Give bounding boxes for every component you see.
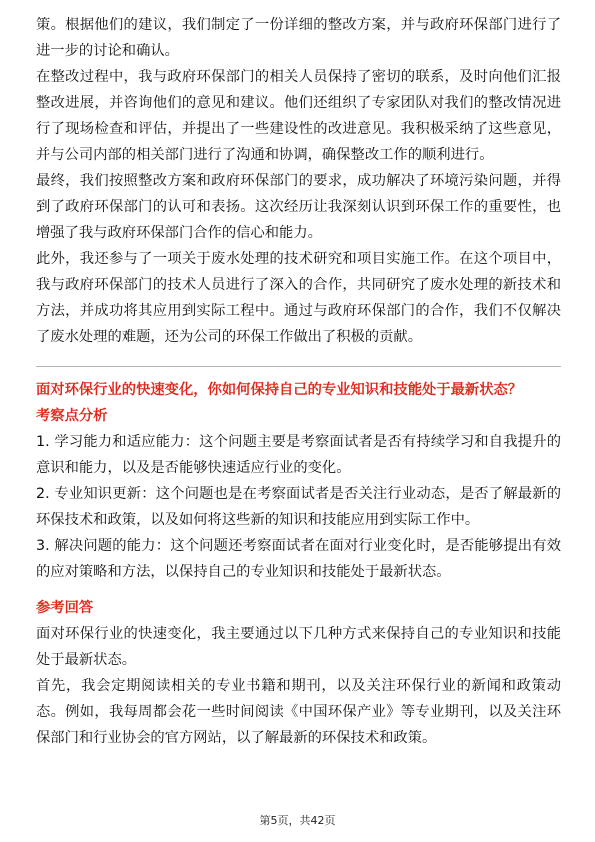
body-paragraph: 策。根据他们的建议，我们制定了一份详细的整改方案，并与政府环保部门进行了进一步的讨论和确认。: [36, 17, 561, 59]
answer-heading: 参考回答: [36, 600, 94, 616]
interview-question: 面对环保行业的快速变化，你如何保持自己的专业知识和技能处于最新状态？: [36, 382, 523, 398]
page-number-footer: 第5页，共42页: [259, 814, 336, 827]
analysis-item: 3. 解决问题的能力：这个问题还考察面试者在面对行业变化时，是否能够提出有效的应对策略和方法，以保持自己的专业知识和技能处于最新状态。: [36, 538, 561, 580]
body-paragraph: 在整改过程中，我与政府环保部门的相关人员保持了密切的联系，及时向他们汇报整改进展，并咨询他们的意见和建议。他们还组织了专家团队对我们的整改情况进行了现场检查和评估，并提出了一些建设性的改进意见。我积极采纳了这些意见，并与公司内部的相关部门进行了沟通和协调，确保整改工作的顺利进行。: [36, 69, 561, 163]
analysis-item: 2. 专业知识更新：这个问题也是在考察面试者是否关注行业动态，是否了解最新的环保技术和政策，以及如何将这些新的知识和技能应用到实际工作中。: [36, 486, 561, 528]
page-content: [36, 12, 561, 751]
analysis-heading: 考察点分析: [36, 408, 108, 424]
section-divider: [36, 366, 561, 367]
body-paragraph: 此外，我还参与了一项关于废水处理的技术研究和项目实施工作。在这个项目中，我与政府环保部门的技术人员进行了深入的合作，共同研究了废水处理的新技术和方法，并成功将其应用到实际工程中。通过与政府环保部门的合作，我们不仅解决了废水处理的难题，还为公司的环保工作做出了积极的贡献。: [36, 251, 561, 345]
analysis-item: 1. 学习能力和适应能力：这个问题主要是考察面试者是否有持续学习和自我提升的意识和能力，以及是否能够快速适应行业的变化。: [36, 434, 561, 476]
answer-paragraph: 首先，我会定期阅读相关的专业书籍和期刊，以及关注环保行业的新闻和政策动态。例如，我每周都会花一些时间阅读《中国环保产业》等专业期刊，以及关注环保部门和行业协会的官方网站，以了解最新的环保技术和政策。: [36, 678, 561, 746]
body-paragraph: 最终，我们按照整改方案和政府环保部门的要求，成功解决了环境污染问题，并得到了政府环保部门的认可和表扬。这次经历让我深刻认识到环保工作的重要性，也增强了我与政府环保部门合作的信心和能力。: [36, 173, 561, 241]
answer-paragraph: 面对环保行业的快速变化，我主要通过以下几种方式来保持自己的专业知识和技能处于最新状态。: [36, 626, 561, 668]
